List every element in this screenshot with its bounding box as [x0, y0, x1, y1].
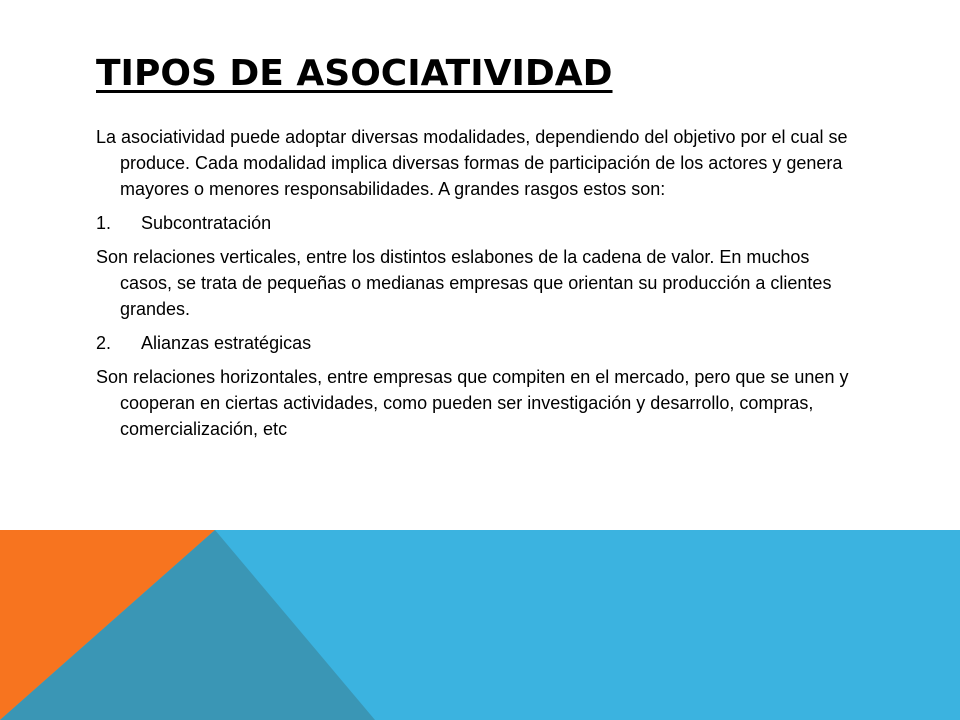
slide-body	[96, 124, 856, 450]
list-item-alianzas	[96, 330, 856, 356]
list-item-subcontratacion	[96, 210, 856, 236]
alianzas-description: Son relaciones horizontales, entre empresas que compiten en el mercado, pero que se unen y cooperan en ciertas actividades, como pueden ser investigación y desarrollo, compras, comercialización, etc	[96, 367, 849, 439]
list-item-number: 1.	[96, 213, 112, 233]
list-item-label: Subcontratación	[141, 213, 272, 233]
list-item-number: 2.	[96, 333, 112, 353]
slide-title: TIPOS DE ASOCIATIVIDAD	[96, 53, 613, 94]
decorative-footer-band	[0, 530, 960, 720]
intro-paragraph: La asociatividad puede adoptar diversas modalidades, dependiendo del objetivo por el cual se produce. Cada modalidad implica diversas formas de participación de los actores y genera mayores o menores responsabilidades. A grandes rasgos estos son:	[96, 127, 848, 199]
list-item-label: Alianzas estratégicas	[141, 333, 312, 353]
subcontratacion-description: Son relaciones verticales, entre los distintos eslabones de la cadena de valor. En muchos casos, se trata de pequeñas o medianas empresas que orientan su producción a clientes grandes.	[96, 247, 832, 319]
